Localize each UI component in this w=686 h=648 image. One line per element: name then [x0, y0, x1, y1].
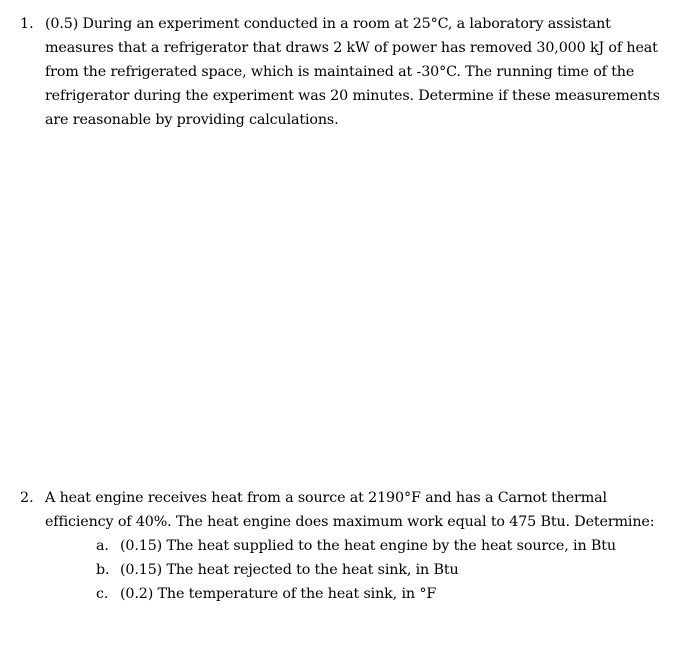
subpart-letter: b. — [96, 562, 110, 578]
subpart-text: (0.15) The heat rejected to the heat sink, in Btu — [120, 562, 459, 578]
subpart-text: (0.15) The heat supplied to the heat engine by the heat source, in Btu — [120, 538, 616, 554]
subpart-letter: c. — [96, 586, 109, 602]
subpart-b — [96, 558, 686, 582]
problem-2 — [20, 486, 680, 606]
subpart-text: (0.2) The temperature of the heat sink, in °F — [120, 586, 437, 602]
problem-2-row — [20, 486, 680, 534]
problem-number: 2. — [20, 490, 34, 506]
problem-1-row — [20, 12, 680, 132]
subpart-c — [96, 582, 686, 606]
subpart-a — [96, 534, 686, 558]
subpart-list — [96, 534, 686, 606]
problem-number: 1. — [20, 16, 34, 32]
problem-text: A heat engine receives heat from a source at 2190°F and has a Carnot thermal efficiency of 40%. The heat engine does maximum work equal to 475 Btu. Determine: — [45, 490, 655, 530]
subpart-letter: a. — [96, 538, 109, 554]
problem-text: (0.5) During an experiment conducted in a room at 25°C, a laboratory assistant measures that a refrigerator that draws 2 kW of power has removed 30,000 kJ of heat from the refrigerated space, which is maintained at -30°C. The running time of the refrigerator during the experiment was 20 minutes. Determine if these measurements are reasonable by providing calculations. — [45, 16, 660, 128]
problem-1 — [20, 12, 680, 132]
